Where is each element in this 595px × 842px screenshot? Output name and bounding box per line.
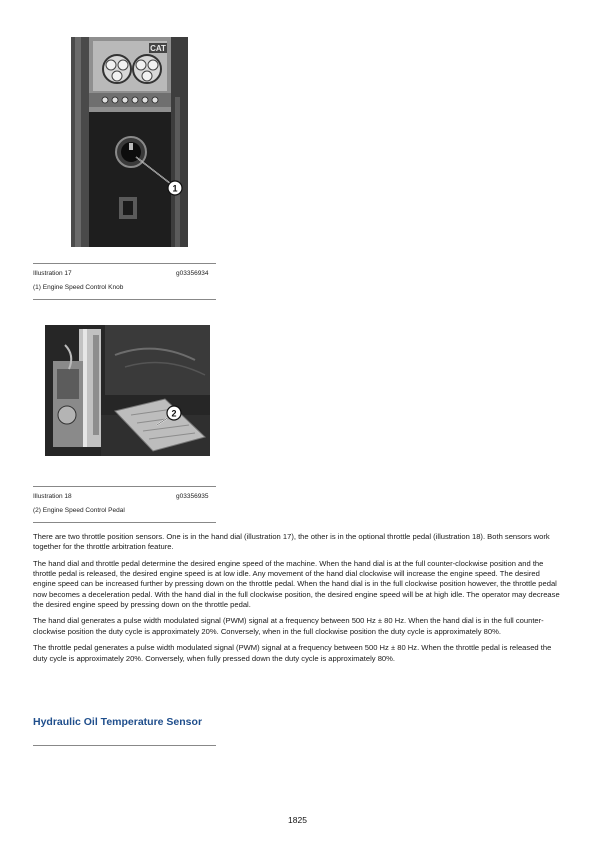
body-text: [33, 532, 561, 670]
illustration-17-label: Illustration 17: [33, 270, 72, 277]
cat-logo: CAT: [150, 44, 166, 53]
figure-17-bottom-rule: [33, 299, 216, 300]
section-heading-rule: [33, 745, 216, 746]
illustration-17-photo: [71, 37, 188, 247]
illustration-18-graphic-id: g03356935: [176, 493, 209, 500]
page-number: 1825: [288, 815, 307, 825]
section-heading: Hydraulic Oil Temperature Sensor: [33, 716, 203, 728]
figure-17-top-rule: [33, 263, 216, 264]
figure-18-bottom-rule: [33, 522, 216, 523]
illustration-18-callout-caption: (2) Engine Speed Control Pedal: [33, 507, 125, 514]
illustration-17-callout-caption: (1) Engine Speed Control Knob: [33, 284, 124, 291]
illustration-18-label: Illustration 18: [33, 493, 72, 500]
illustration-18-photo: [45, 325, 210, 456]
paragraph: There are two throttle position sensors. One is in the hand dial (illustration 17), the other is in the optional throttle pedal (illustration 18). Both sensors work together for the throttle arbitration feature.: [33, 532, 550, 552]
paragraph: The throttle pedal generates a pulse width modulated signal (PWM) signal at a frequency between 500 Hz ± 80 Hz. When the throttle pedal is released the duty cycle is approximately 20%. Conversely, when fully pressed down the duty cycle is approximately 80%.: [33, 643, 552, 663]
callout-2: 2: [171, 408, 177, 419]
paragraph: The hand dial and throttle pedal determine the desired engine speed of the machine. When the hand dial is at the full counter-clockwise position and the throttle pedal is released, the desired engine speed is at low idle. Any movement of the hand dial clockwise will increase the engine speed. The desired engine speed can be increased further by pressing down on the throttle pedal. When the hand dial is in the full clockwise position however, the throttle pedal now becomes a deceleration pedal. With the hand dial in the full clockwise position, the desired engine speed will be at high idle. The operator may decrease the desired engine speed by pressing down on the throttle pedal.: [33, 558, 560, 609]
callout-1: 1: [172, 183, 178, 194]
figure-18-top-rule: [33, 486, 216, 487]
illustration-17-graphic-id: g03356934: [176, 270, 209, 277]
paragraph: The hand dial generates a pulse width modulated signal (PWM) signal at a frequency between 500 Hz ± 80 Hz. When the hand dial is in the full counter-clockwise position the duty cycle is approximately 20%. Conversely, when in the full clockwise position the duty cycle is approximately 80%.: [33, 616, 544, 636]
